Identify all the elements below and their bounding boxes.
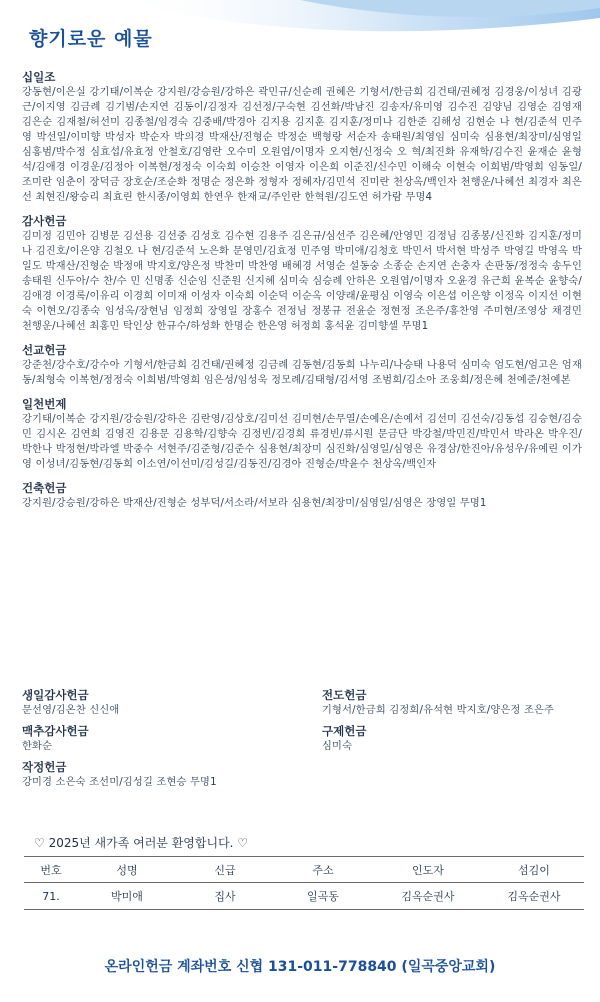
birthday-offering-section [22,688,292,718]
header-caretaker: 섬김이 [484,857,584,883]
header-rank: 신급 [176,857,274,883]
mission-offering-section [22,343,582,388]
thousand-offering-section [22,397,582,472]
cell-number: 71. [24,883,78,910]
page-title: 향기로운 예물 [29,28,153,50]
cell-caretaker: 김옥순권사 [484,883,584,910]
welcome-message: ♡ 2025년 새가족 여러분 환영합니다. ♡ [34,836,249,850]
header-name: 성명 [78,857,176,883]
cell-name: 박미애 [78,883,176,910]
left-column [22,688,292,796]
section-names: 한화순 [22,741,53,752]
newcomer-table [24,856,584,910]
section-title: 전도헌금 [322,688,367,702]
table-header-row [24,857,584,883]
section-title: 건축헌금 [22,481,67,495]
section-names: 강미경 소은숙 조선미/김성길 조현승 무명1 [22,777,217,788]
section-names: 강동현/이은실 강기태/이복순 강지원/강승원/강하은 곽민규/신순례 권혜은 기형서/한금희 김건태/권혜정 김경웅/이성녀 김광근/이지영 김금례 김기범/손지연 김동이/김정자 김선정/구숙현 김선화/박남진 김송자/유미영 김수진 김양님 김영순 김영재 김은순 김재철/허선미 김종철/임경숙 김중배/박경아 김지용 김지훈 김지훈/정미나 김한준 김해성 김현순 나 현/김준석 민주영 박선일/이미향 박성자 박순자 박의경 박재산/진형순 박정순 백형랑 서순자 송태원/최영임 심미숙 심용현/최장미/심영일 심홍범/박수정 심효섭/유효정 안철호/김영란 오수미 오원엽/이명자 오지현/신정숙 오 혁/최진화 유재학/김수진 윤재순 윤형석/김애경 이경운/김정아 이복현/정정숙 이숙희 이승찬 이영자 이은희 이준진/신수민 이해숙 이현숙 이희범/박영희 임동일/조미란 임춘이 장덕금 장호순/조순화 정명순 정은화 정형자 정혜자/김민석 진미란 천상옥/백인자 천행운/나혜선 최경자 최은선 최현진/왕승리 최효린 한시종/이영희 한연우 한재교/주인란 한혁원/김도연 허가람 무명4 [22,87,582,203]
section-title: 일천번제 [22,397,67,411]
harvest-offering-section [22,724,292,754]
header-number: 번호 [24,857,78,883]
cell-address: 일곡동 [274,883,372,910]
building-offering-section [22,481,582,511]
table-row [24,883,584,910]
header-address: 주소 [274,857,372,883]
section-title: 구제헌금 [322,724,367,738]
section-title: 감사헌금 [22,214,67,228]
cell-rank: 집사 [176,883,274,910]
section-names: 문선영/김온찬 신신애 [22,705,120,716]
section-names: 강기태/이복순 강지원/강승원/강하은 김란영/김상호/김미선 김미현/손무열/손예은/손예서 김선미 김선숙/김동섭 김승현/김승민 김시온 김연희 김영진 김용문 김용학/김향숙 김정빈/김경희 류경빈/류시원 문금단 박강철/박민진/박민서 박라온 박우진/박한나 박정현/박라엘 박중수 서현주/김준형/김준수 심용현/최장미 심진화/심영일/심영은 유경삼/한진아/유성우/유예린 이가영 이성녀/김동현/김동희 이소연/이선미/김성길/김동진/김경아 진형순/박윤수 천상옥/백인자 [22,414,582,470]
section-names: 김미정 김민아 김병문 김선용 김선중 김성호 김수현 김용주 김은규/심선주 김은혜/안영민 김정님 김종봉/신진화 김지훈/정미나 김진호/이은양 김철오 나 현/김준석 노은화 문영민/김효정 민주영 박미애/김청호 박민서 박서현 박성주 박영길 박영옥 박일도 박재산/진형순 박정애 박지호/양은정 박찬미 박찬영 배혜경 서영순 설동숭 소종순 손지연 손충자 손판동/정정숙 송두인 송태원 신두아/수 찬/수 민 신명종 신순임 신준원 신지혜 심미숙 심승례 안하은 오원엽/이명자 오윤경 유근희 윤복순 윤향숙/김애경 이경록/이유리 이경희 이미재 이성자 이숙희 이순덕 이순옥 이양래/윤평심 이영숙 이은섭 이은향 이정옥 이지선 이현숙 이현오/김종숙 임성옥/장현님 임정희 장영일 장홍수 전정님 정봉규 전윤순 정현정 조은주/홍찬영 주미현/조영상 채경민 천행운/나혜선 최홍민 탁인상 한규수/하성화 한명순 한은영 허정희 홍석윤 김미향셀 무명1 [22,231,582,332]
evangelism-offering-section [322,688,562,718]
tithe-section [22,70,582,205]
cell-guide: 김옥순권사 [372,883,484,910]
section-title: 십일조 [22,70,56,84]
section-title: 선교헌금 [22,343,67,357]
section-names: 심미숙 [322,741,353,752]
header-guide: 인도자 [372,857,484,883]
offering-sections [22,70,582,520]
online-offering-account: 온라인헌금 계좌번호 신협 131-011-778840 (일곡중앙교회) [104,959,496,975]
section-names: 기형서/한금희 김정희/유석현 박지호/양은정 조은주 [322,705,555,716]
relief-offering-section [322,724,562,754]
pledge-offering-section [22,760,292,790]
thanks-offering-section [22,214,582,334]
section-names: 강준천/강수호/강수아 기형서/한금희 김건태/권혜정 김금례 김동현/김동희 나누리/나승태 나용덕 심미숙 엄도현/엄고은 엄재동/최형숙 이복현/정정숙 이희범/박영희 임은성/임성욱 정모례/김태형/김서영 조범희/김소아 조웅희/정은혜 천예준/천예본 [22,360,582,386]
section-title: 작정헌금 [22,760,67,774]
section-title: 생일감사헌금 [22,688,89,702]
right-column [322,688,562,760]
section-names: 강지원/강승원/강하은 박재산/진형순 성부덕/서소라/서보라 심용현/최장미/심영일/심영은 장영일 무명1 [22,498,487,509]
section-title: 맥추감사헌금 [22,724,89,738]
